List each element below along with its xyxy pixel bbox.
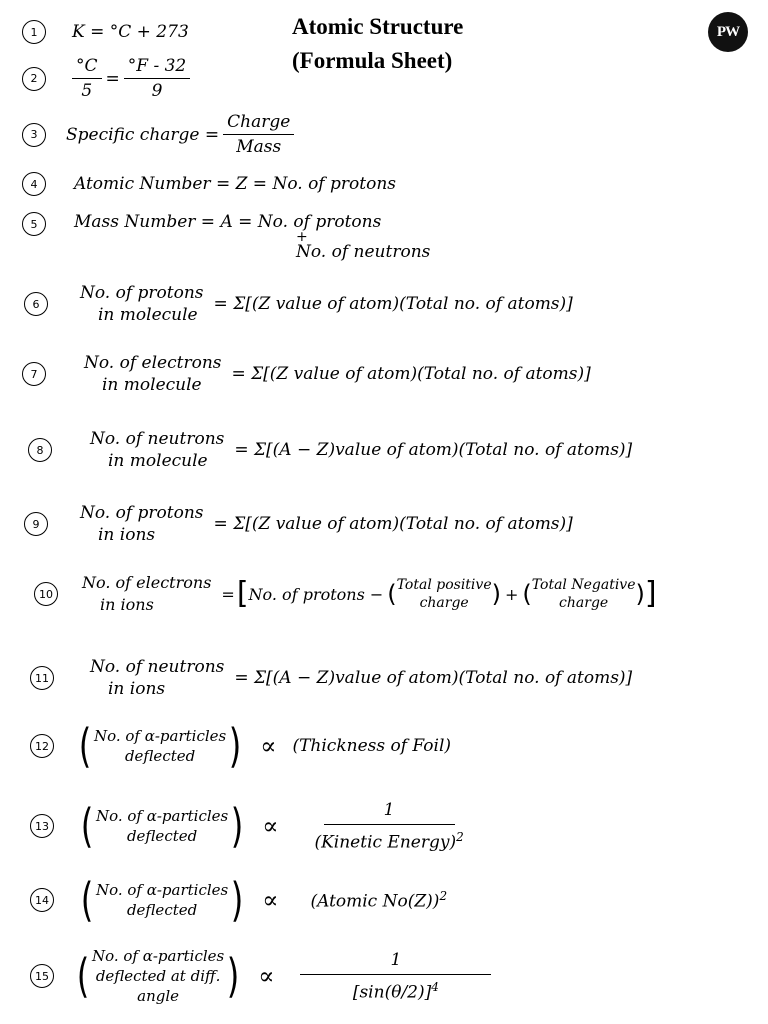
label-line1: No. of neutrons [90, 429, 225, 449]
proportional-sign: ∝ [258, 962, 275, 990]
fraction-charge-mass [223, 112, 294, 157]
formula-rhs: (Thickness of Foil) [292, 736, 452, 756]
denominator-text: (Kinetic Energy) [314, 832, 457, 853]
formula-number: 14 [30, 888, 54, 912]
formula-number: 5 [22, 212, 46, 236]
formula-line1: Mass Number = A = No. of protons [74, 212, 382, 232]
alpha-particles-label: No. of α-particles [93, 727, 227, 745]
plus-sign: + [504, 584, 519, 604]
formula-number: 4 [22, 172, 46, 196]
formula-14: 14 ( No. of α-particles deflected ) ∝ (Atomic No(Z))$^2$ [30, 880, 447, 920]
label-line2: in ions [108, 679, 166, 699]
pw-logo-text: PW [716, 23, 740, 40]
exponent: 2 [439, 888, 448, 903]
protons-term: No. of protons − [248, 584, 384, 604]
numerator: Charge [223, 112, 294, 135]
formula-4 [22, 172, 396, 196]
label-line2: in molecule [98, 305, 198, 325]
equals-sign: = [105, 68, 120, 89]
formula-text: Atomic Number = Z = No. of protons [74, 174, 396, 194]
formula-number: 10 [34, 582, 58, 606]
angle-label: angle [137, 987, 180, 1005]
deflected-label: deflected [126, 901, 198, 919]
formula-number: 12 [30, 734, 54, 758]
label-line2: in ions [98, 525, 156, 545]
equals-sign: = [221, 584, 235, 604]
formula-number: 8 [28, 438, 52, 462]
formula-7 [22, 352, 591, 396]
formula-12: 12 ( No. of α-particles deflected ) ∝ (Thickness of Foil) [30, 726, 451, 766]
formula-line2: No. of neutrons [296, 242, 431, 262]
label-line2: in molecule [102, 375, 202, 395]
term-line1: Total Negative [531, 577, 636, 593]
positive-charge-term [397, 576, 492, 612]
fraction-fahrenheit [124, 56, 190, 101]
alpha-particles-label: No. of α-particles [91, 947, 225, 965]
negative-charge-term [532, 576, 636, 612]
formula-3 [22, 112, 298, 157]
label-line2: in ions [100, 595, 154, 614]
formula-number: 2 [22, 67, 46, 91]
formula-1 [22, 20, 189, 44]
plus-sign: + [296, 229, 308, 245]
formula-6 [24, 282, 573, 326]
formula-number: 13 [30, 814, 54, 838]
proportional-sign: ∝ [262, 812, 279, 841]
deflected-label: deflected at diff. [95, 967, 221, 985]
formula-number: 3 [22, 123, 46, 147]
label-line1: No. of electrons [82, 573, 212, 592]
pw-logo [708, 12, 748, 52]
numerator: 1 [324, 800, 455, 825]
exponent: 2 [456, 830, 464, 844]
formula-number: 9 [24, 512, 48, 536]
formula-15: 15 ( No. of α-particles deflected at diff. angle ) ∝ $\frac{1}{[\sin(\theta/2)]^4}$ [30, 946, 495, 1006]
formula-rhs: = Σ[(A − Z)value of atom)(Total no. of atoms)] [234, 668, 633, 688]
rhs-text: (Atomic No(Z)) [310, 891, 440, 912]
label-line1: No. of protons [80, 503, 204, 523]
term-line2: charge [559, 595, 609, 611]
formula-11 [30, 656, 632, 700]
formula-rhs: = Σ[(A − Z)value of atom)(Total no. of atoms)] [234, 440, 633, 460]
denominator [314, 825, 463, 853]
fraction-sine [300, 950, 491, 1003]
fraction-kinetic-energy [314, 800, 463, 853]
label-line1: No. of neutrons [90, 657, 225, 677]
denominator: Mass [236, 137, 282, 157]
alpha-particles-label: No. of α-particles [95, 881, 229, 899]
numerator: °F - 32 [124, 56, 190, 79]
formula-rhs [310, 889, 447, 912]
numerator: °C [72, 56, 102, 79]
alpha-particles-label: No. of α-particles [95, 807, 229, 826]
proportional-sign: ∝ [262, 886, 279, 914]
label-line1: No. of protons [80, 283, 204, 303]
formula-number: 6 [24, 292, 48, 316]
proportional-sign: ∝ [260, 732, 277, 760]
formula-number: 11 [30, 666, 54, 690]
denominator: 9 [151, 81, 163, 101]
formula-rhs: = Σ[(Z value of atom)(Total no. of atoms)] [231, 364, 591, 384]
formula-9 [24, 502, 573, 546]
formula-5 [22, 212, 430, 262]
numerator: 1 [300, 950, 491, 975]
deflected-label: deflected [126, 827, 198, 846]
deflected-label: deflected [124, 747, 196, 765]
fraction-celsius [72, 56, 102, 101]
term-line1: Total positive [396, 577, 492, 593]
formula-number: 7 [22, 362, 46, 386]
formula-2 [22, 56, 194, 101]
page-title-line2: (Formula Sheet) [292, 48, 453, 73]
formula-number: 1 [22, 20, 46, 44]
formula-8 [28, 428, 632, 472]
page-title-line1: Atomic Structure [292, 14, 464, 39]
formula-rhs: = Σ[(Z value of atom)(Total no. of atoms)] [213, 514, 573, 534]
formula-number: 15 [30, 964, 54, 988]
denominator-text: [sin(θ/2)] [352, 982, 432, 1003]
exponent: 4 [431, 979, 439, 994]
formula-rhs: = Σ[(Z value of atom)(Total no. of atoms)] [213, 294, 573, 314]
formula-text: K = °C + 273 [72, 22, 189, 42]
denominator [353, 975, 439, 1003]
formula-13: 13 ( No. of α-particles deflected ) ∝ $\frac{1}{(Kinetic Energy)^2}$ [30, 800, 468, 853]
denominator: 5 [81, 81, 93, 101]
label-line2: in molecule [108, 451, 208, 471]
label-line1: No. of electrons [84, 353, 222, 373]
formula-10: 10 No. of electrons in ions = [ No. of protons − ( Total positive charge ) + ( Total Negative charge ) ] [34, 572, 657, 616]
formula-label: Specific charge = [66, 124, 220, 145]
term-line2: charge [419, 595, 469, 611]
